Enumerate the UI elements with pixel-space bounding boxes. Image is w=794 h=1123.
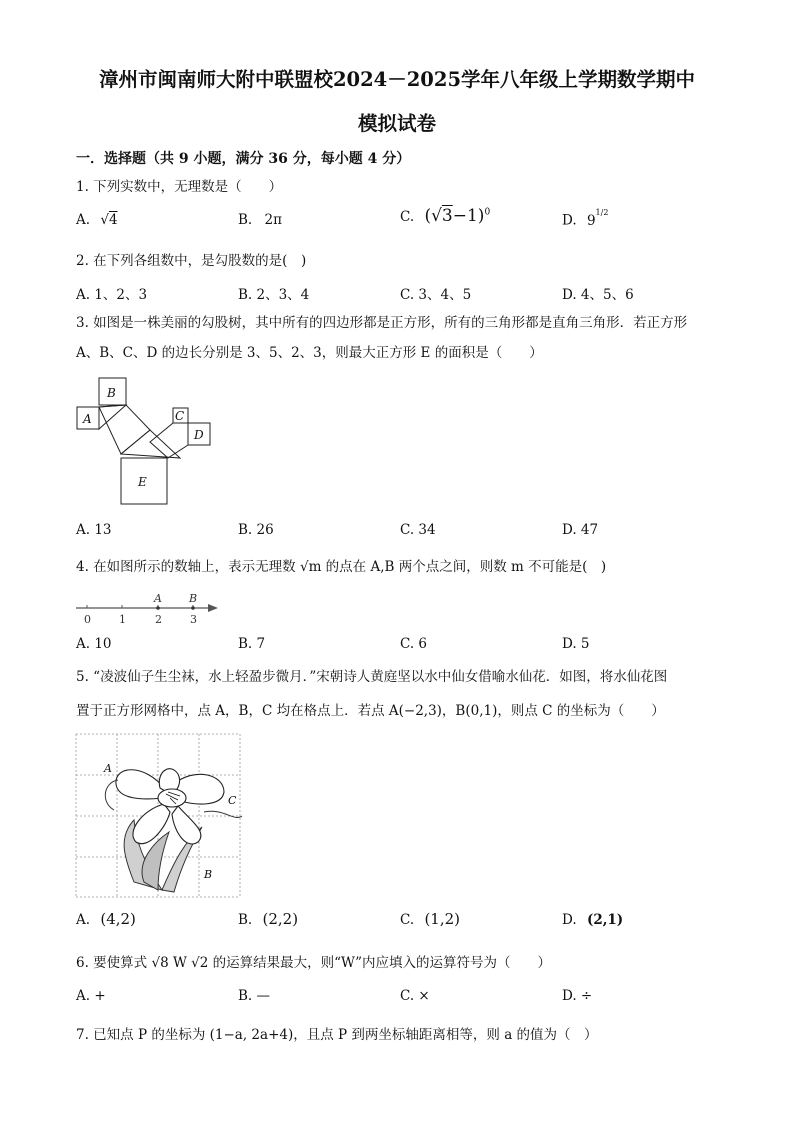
question-2-stem: 2. 在下列各组数中，是勾股数的是( ) xyxy=(76,253,307,269)
q1-option-d-expr: $9^{1/2}$ xyxy=(586,208,609,229)
question-6-stem: 6. 要使算式 √8 W √2 的运算结果最大，则“W”内应填入的运算符号为（ ） xyxy=(76,955,552,971)
question-4-stem: 4. 在如图所示的数轴上，表示无理数 √m 的点在 A,B 两个点之间，则数 m 不可能是( ) xyxy=(76,559,607,575)
q5-option-d-expr: (2,1) xyxy=(586,912,624,928)
point-a-label: A xyxy=(154,592,162,605)
tick-2: 2 xyxy=(155,613,162,626)
label-a: A xyxy=(104,762,112,775)
label-a: A xyxy=(83,412,92,426)
q3-option-d: D. 47 xyxy=(562,522,599,538)
point-b-label: B xyxy=(189,592,198,605)
q5-option-a-letter: A. xyxy=(76,912,91,928)
question-7-stem: 7. 已知点 P 的坐标为 (1−a, 2a+4)，且点 P 到两坐标轴距离相等，则 a 的值为（ ） xyxy=(76,1027,598,1043)
label-e: E xyxy=(138,475,147,489)
q4-option-b: B. 7 xyxy=(238,636,266,652)
q5-option-b-expr: (2,2) xyxy=(262,910,299,928)
number-line-figure xyxy=(74,588,224,628)
q2-option-d: D. 4、5、6 xyxy=(562,287,634,303)
q1-option-b xyxy=(238,212,282,228)
q5-option-c-expr: (1,2) xyxy=(424,910,460,928)
q2-option-c: C. 3、4、5 xyxy=(400,287,472,303)
page-title-line2: 模拟试卷 xyxy=(357,112,436,135)
q3-option-a: A. 13 xyxy=(76,522,112,538)
narcissus-grid-figure xyxy=(74,732,246,900)
q1-option-a-expr: √4 xyxy=(100,212,118,228)
q1-option-c-letter: C. xyxy=(400,209,415,225)
question-1-stem: 1. 下列实数中，无理数是（ ） xyxy=(76,179,283,195)
q1-option-d xyxy=(562,208,609,229)
tick-0: 0 xyxy=(84,613,91,626)
q6-option-c: C. × xyxy=(400,988,430,1004)
label-b: B xyxy=(107,386,116,400)
q2-option-a: A. 1、2、3 xyxy=(76,287,148,303)
q2-option-b: B. 2、3、4 xyxy=(238,287,310,303)
question-5-stem-line2: 置于正方形网格中，点 A，B，C 均在格点上．若点 A(−2,3)，B(0,1)，则点 C 的坐标为（ ） xyxy=(76,703,665,719)
label-b: B xyxy=(204,868,213,881)
q1-option-a-letter: A. xyxy=(76,212,91,228)
label-c: C xyxy=(175,409,185,423)
q4-option-a: A. 10 xyxy=(76,636,112,652)
q5-option-c xyxy=(400,910,460,928)
q5-option-c-letter: C. xyxy=(400,912,415,928)
pythagoras-tree-figure xyxy=(70,372,220,512)
q1-option-d-letter: D. xyxy=(562,212,577,229)
q6-option-a: A. + xyxy=(76,988,106,1004)
tilted-square-left xyxy=(99,405,150,454)
q5-option-d xyxy=(562,912,623,928)
question-3-stem-line1: 3. 如图是一株美丽的勾股树，其中所有的四边形都是正方形，所有的三角形都是直角三角形．若正方形 xyxy=(76,315,688,331)
label-d: D xyxy=(194,428,204,442)
q5-option-a-expr: (4,2) xyxy=(100,910,136,928)
q1-option-b-expr: 2π xyxy=(264,212,282,228)
q5-option-b-letter: B. xyxy=(238,912,253,928)
q3-option-c: C. 34 xyxy=(400,522,436,538)
tilted-square-right xyxy=(150,423,188,458)
q3-option-b: B. 26 xyxy=(238,522,274,538)
q4-option-c: C. 6 xyxy=(400,636,428,652)
page-title: 漳州市闽南师大附中联盟校2024－2025学年八年级上学期数学期中 xyxy=(98,68,696,91)
q1-option-a xyxy=(76,212,118,228)
label-c: C xyxy=(228,794,237,807)
q6-option-b: B. — xyxy=(238,988,271,1004)
q1-option-b-letter: B. xyxy=(238,212,253,228)
q5-option-a xyxy=(76,910,136,928)
q6-option-d: D. ÷ xyxy=(562,988,593,1004)
question-3-stem-line2: A、B、C、D 的边长分别是 3、5、2、3，则最大正方形 E 的面积是（ ） xyxy=(76,345,543,361)
tick-1: 1 xyxy=(119,613,126,626)
question-5-stem-line1: 5. “凌波仙子生尘袜，水上轻盈步微月．”宋朝诗人黄庭坚以水中仙女借喻水仙花．如图，将水仙花图 xyxy=(76,669,668,685)
tick-3: 3 xyxy=(190,613,197,626)
q1-option-c-expr: $(√3-1)^0$ xyxy=(424,206,491,226)
q5-option-b xyxy=(238,910,298,928)
section-heading: 一．选择题（共 9 小题，满分 36 分，每小题 4 分） xyxy=(76,151,411,167)
q5-option-d-letter: D. xyxy=(562,912,577,928)
q4-option-d: D. 5 xyxy=(562,636,590,652)
q1-option-c xyxy=(400,206,490,226)
